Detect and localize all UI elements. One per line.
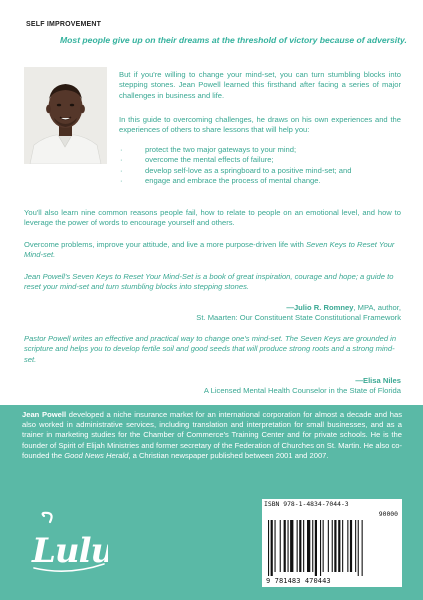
guide-paragraph: In this guide to overcoming challenges, he draws on his own experiences and the experiences of others to share lessons that will help you:	[119, 115, 401, 135]
lulu-logo	[28, 510, 108, 585]
author-name: Jean Powell	[22, 410, 67, 419]
testimonial-affiliation-romney: St. Maarten: Our Constituent State Constitutional Framework	[196, 313, 401, 322]
barcode-bar	[312, 520, 313, 572]
testimonial-affiliation-niles: A Licensed Mental Health Counselor in the State of Florida	[203, 386, 401, 395]
barcode-bar	[275, 520, 276, 572]
testimonial-name: —Elisa Niles	[355, 376, 401, 385]
barcode-bar	[284, 520, 286, 572]
barcode-bar	[290, 520, 293, 572]
testimonial-attribution-niles	[355, 376, 401, 386]
barcode-bar	[358, 520, 359, 576]
price-code: 90000	[378, 510, 398, 518]
testimonial-quote-niles: Pastor Powell writes an effective and practical way to change one's mind-set. The Seven Keys are grounded in scripture and helps you to develop fertile soil and good seeds that will produce strong roots and a strong mind-set.	[24, 334, 397, 364]
barcode-bar	[320, 520, 321, 576]
intro-paragraph: But if you're willing to change your mind-set, you can turn stumbling blocks into stepping stones. Jean Powell learned this firsthand after facing a series of major challenges in business and life.	[119, 70, 401, 100]
barcode-bar	[362, 520, 363, 576]
isbn-text: ISBN 978-1-4834-7044-3	[264, 500, 349, 508]
author-portrait-image	[24, 67, 107, 164]
testimonial-quote-romney: Jean Powell's Seven Keys to Reset Your Mind-Set is a book of great inspiration, courage and hope; a guide to reset your mind-set and turn stumbling blocks into stepping stones.	[24, 272, 394, 292]
barcode-bar	[338, 520, 340, 572]
lulu-logo-mark	[28, 510, 108, 585]
author-bio	[22, 410, 402, 461]
barcode-bar	[299, 520, 301, 572]
barcode-number: 9 781483 470443	[266, 577, 331, 585]
barcode-panel	[262, 499, 402, 587]
publication-name: Good News Herald	[64, 450, 129, 460]
barcode-bar	[355, 520, 356, 572]
barcode-image	[264, 508, 400, 576]
category-label: SELF IMPROVEMENT	[26, 21, 102, 28]
tagline: Most people give up on their dreams at the threshold of victory because of adversity.	[60, 35, 407, 45]
benefit-item: · protect the two major gateways to your mind;	[119, 145, 401, 155]
barcode-bar	[347, 520, 348, 572]
svg-text:Lulu: Lulu	[32, 531, 108, 571]
barcode-bar	[307, 520, 310, 572]
benefit-item: · overcome the mental effects of failure;	[119, 155, 401, 165]
author-photo	[24, 67, 107, 164]
learn-paragraph: You'll also learn nine common reasons people fail, how to relate to people on an emotional level, and how to leverage the power of words to encourage yourself and others.	[24, 208, 401, 228]
barcode-bar	[350, 520, 352, 572]
benefit-item: · develop self-love as a springboard to a positive mind-set; and	[119, 166, 401, 176]
benefit-item: · engage and embrace the process of mental change.	[119, 176, 401, 186]
bio-text-1: developed a niche insurance market for an international corporation for almost a decade and has also worked in administrative services, including translation and interpretation for small businesses, and as a trainer in marketing studies for the Chamber of Commerce's Training Center and for private schools. He is the founder of Spirit of Elijah Ministries and former secretary of the Federation of Churches on St. Martin. He also co-founded the	[22, 410, 402, 460]
barcode-bar	[303, 520, 304, 572]
barcode-bar	[271, 520, 273, 576]
barcode-bar	[297, 520, 298, 572]
barcode-bar	[280, 520, 281, 572]
bio-text-2: , a Christian newspaper published between 2001 and 2007.	[128, 450, 329, 460]
overcome-paragraph	[24, 240, 401, 261]
barcode-bar	[342, 520, 343, 572]
testimonial-name: —Julio R. Romney	[286, 303, 354, 312]
benefit-list	[119, 145, 401, 187]
barcode-bar	[332, 520, 333, 572]
barcode-bar	[315, 520, 317, 576]
testimonial-attribution-romney	[286, 303, 401, 313]
overcome-text: Overcome problems, improve your attitude, and live a more purpose-driven life with	[24, 240, 306, 249]
barcode-bar	[328, 520, 329, 572]
barcode-bar	[268, 520, 269, 576]
testimonial-credentials: , MPA, author,	[353, 303, 401, 312]
barcode-bar	[288, 520, 289, 572]
barcode-bar	[334, 520, 336, 572]
book-title-reference: Seven Keys to Reset Your Mind-set.	[24, 240, 395, 260]
barcode-bar	[323, 520, 324, 572]
